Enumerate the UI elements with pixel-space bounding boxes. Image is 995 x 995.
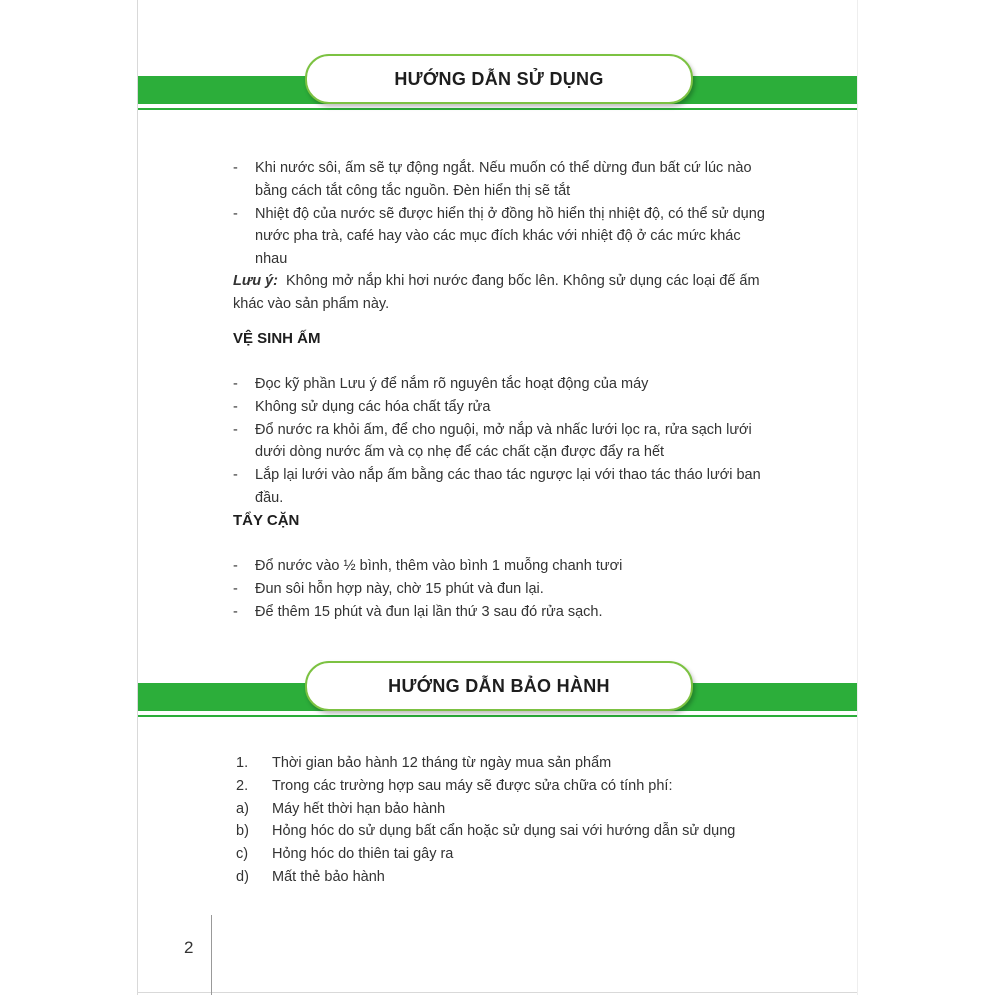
- list-item: [236, 775, 756, 798]
- list-item: - Nhiệt độ của nước sẽ được hiển thị ở đồng hồ hiển thị nhiệt độ, có thể sử dụng nước pha trà, café hay vào các mục đích khác với nhiệt độ ở các mức khác nhau: [233, 205, 765, 268]
- list-marker: d): [236, 868, 249, 885]
- warranty-list: [236, 752, 756, 889]
- list-marker: b): [236, 823, 249, 840]
- list-item: - Không sử dụng các hóa chất tẩy rửa: [233, 398, 491, 415]
- descaling-heading: TẨY CẶN: [233, 512, 300, 529]
- page-edge-left: [137, 0, 138, 995]
- descaling-list: [233, 555, 773, 623]
- list-item: [236, 798, 756, 821]
- note-text: Không mở nắp khi hơi nước đang bốc lên. Không sử dụng các loại đế ấm khác vào sản phẩm này.: [233, 273, 760, 312]
- banner-title-pill: [305, 661, 693, 711]
- list-item: - Đọc kỹ phần Lưu ý để nắm rõ nguyên tắc hoạt động của máy: [233, 376, 649, 392]
- list-item-text: Mất thẻ bảo hành: [272, 868, 385, 885]
- list-item-text: Hỏng hóc do thiên tai gây ra: [272, 846, 454, 863]
- list-item-text: Thời gian bảo hành 12 tháng từ ngày mua sản phẩm: [272, 755, 612, 771]
- list-item: - Đun sôi hỗn hợp này, chờ 15 phút và đun lại.: [233, 580, 544, 597]
- list-item-text: Khi nước sôi, ấm sẽ tự động ngắt. Nếu muốn có thể dừng đun bất cứ lúc nào bằng cách tắt công tắc nguồn. Đèn hiển thị sẽ tắt: [255, 160, 752, 199]
- cleaning-list: [233, 373, 773, 510]
- page-edge-right: [857, 0, 858, 995]
- list-item-text: Để thêm 15 phút và đun lại lần thứ 3 sau đó rửa sạch.: [255, 603, 603, 620]
- page-number: 2: [184, 938, 194, 957]
- list-item-text: Hỏng hóc do sử dụng bất cẩn hoặc sử dụng sai với hướng dẫn sử dụng: [272, 823, 736, 840]
- banner-green-line: [138, 715, 857, 717]
- page-bottom-edge: [137, 992, 857, 993]
- note-label: Lưu ý:: [233, 273, 278, 289]
- list-marker: a): [236, 800, 249, 817]
- list-item-text: Không sử dụng các hóa chất tẩy rửa: [255, 398, 491, 415]
- cleaning-heading: VỆ SINH ẤM: [233, 330, 321, 347]
- list-item-text: Đọc kỹ phần Lưu ý để nắm rõ nguyên tắc hoạt động của máy: [255, 376, 649, 392]
- list-item: [236, 843, 756, 866]
- list-item-text: Đun sôi hỗn hợp này, chờ 15 phút và đun lại.: [255, 580, 544, 597]
- section-banner-warranty: [138, 661, 857, 711]
- footer-divider: [211, 915, 212, 995]
- list-item: - Lắp lại lưới vào nắp ấm bằng các thao tác ngược lại với thao tác tháo lưới ban đầu.: [233, 467, 761, 506]
- list-item: - Để thêm 15 phút và đun lại lần thứ 3 sau đó rửa sạch.: [233, 603, 603, 620]
- list-marker: c): [236, 846, 249, 863]
- list-item: - Khi nước sôi, ấm sẽ tự động ngắt. Nếu muốn có thể dừng đun bất cứ lúc nào bằng cách tắt công tắc nguồn. Đèn hiển thị sẽ tắt: [233, 160, 752, 199]
- list-item-text: Máy hết thời hạn bảo hành: [272, 800, 446, 817]
- list-item-text: Đổ nước vào ½ bình, thêm vào bình 1 muỗng chanh tươi: [255, 558, 623, 574]
- banner-green-line: [138, 108, 857, 110]
- list-marker: 2.: [236, 777, 249, 794]
- list-item: [236, 752, 756, 775]
- banner-title: HƯỚNG DẪN SỬ DỤNG: [394, 68, 604, 89]
- list-item: - Đổ nước vào ½ bình, thêm vào bình 1 muỗng chanh tươi: [233, 558, 623, 574]
- section-banner-usage: [138, 54, 857, 104]
- list-marker: 1.: [236, 755, 249, 771]
- list-item-text: Nhiệt độ của nước sẽ được hiển thị ở đồng hồ hiển thị nhiệt độ, có thể sử dụng nước pha trà, café hay vào các mục đích khác với nhiệt độ ở các mức khác nhau: [255, 205, 765, 268]
- banner-title: HƯỚNG DẪN BẢO HÀNH: [388, 675, 610, 696]
- list-item-text: Lắp lại lưới vào nắp ấm bằng các thao tác ngược lại với thao tác tháo lưới ban đầu.: [255, 467, 761, 506]
- list-item-text: Trong các trường hợp sau máy sẽ được sửa chữa có tính phí:: [272, 777, 673, 794]
- list-item: - Đổ nước ra khỏi ấm, để cho nguội, mở nắp và nhấc lưới lọc ra, rửa sạch lưới dưới dòng nước ấm và cọ nhẹ để các chất cặn được đẩy ra hết: [233, 421, 752, 461]
- list-item-text: Đổ nước ra khỏi ấm, để cho nguội, mở nắp và nhấc lưới lọc ra, rửa sạch lưới dưới dòng nước ấm và cọ nhẹ để các chất cặn được đẩy ra hết: [255, 421, 752, 461]
- usage-list: [233, 157, 773, 271]
- list-item: [236, 866, 756, 889]
- list-item: [236, 820, 756, 843]
- banner-title-pill: [305, 54, 693, 104]
- note-paragraph: [233, 270, 773, 316]
